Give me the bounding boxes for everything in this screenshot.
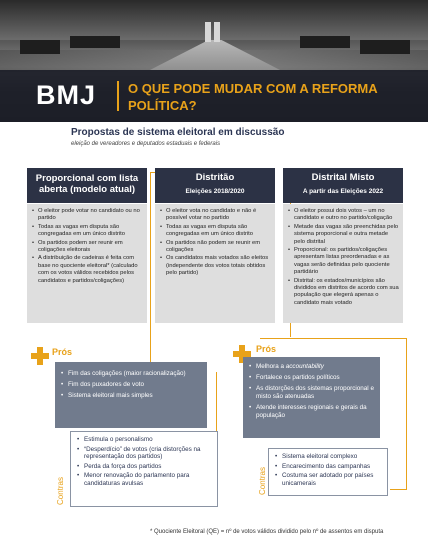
pros-label: Prós (52, 347, 73, 357)
accountability-term: accountability (285, 363, 324, 370)
plus-icon (31, 347, 49, 365)
pros-label: Prós (256, 344, 277, 354)
column-body-distritao (155, 204, 275, 323)
list-item: • A distribuição de cadeiras é feita com base no quociente eleitoral* (calculado com os votos válidos recebidos pelos candidatos e partidos/coligações) (38, 255, 143, 285)
list-item: • Sistema eleitoral mais simples (68, 392, 201, 400)
list-item: • Todas as vagas em disputa são congregadas em um único distrito (38, 224, 143, 239)
contras-card-misto (268, 448, 388, 496)
list-item: • As distorções dos sistemas proporcional e misto são atenuadas (256, 385, 374, 401)
list-item: • Melhora a accountability (256, 363, 374, 371)
list-item: • “Desperdício” de votos (cria distorções na representação dos partidos) (84, 446, 211, 461)
column-title: Proporcional com lista aberta (modelo atual) (35, 173, 139, 195)
list-item: • Metade das vagas são preenchidas pelo sistema proporcional e outra metade pelo distrital (294, 224, 399, 246)
column-subtitle: A partir das Eleições 2022 (302, 188, 384, 195)
contras-card-distritao (70, 431, 218, 507)
footnote: * Quociente Eleitoral (QE) = nº de votos válidos dividido pelo nº de assentos em disputa (150, 529, 384, 535)
section-subtitle: eleição de vereadores e deputados estaduais e federais (71, 141, 221, 147)
list-item: • Os partidos podem ser reunir em coligações eleitorais (38, 240, 143, 255)
list-item: • O eleitor possui dois votos – um no candidato e outro no partido/coligação (294, 208, 399, 223)
column-subtitle: Eleições 2018/2020 (185, 188, 245, 195)
list-item: • Encarecimento das campanhas (282, 463, 381, 471)
list-item: • Fortalece os partidos políticos (256, 374, 374, 382)
connector-line (260, 338, 390, 339)
pros-card-misto (243, 357, 380, 438)
list-item: • Fim dos puxadores de voto (68, 381, 201, 389)
contras-label: Contras (56, 476, 65, 505)
list-item: • O eleitor vota no candidato e não é possível votar no partido (166, 208, 271, 223)
logo-divider (117, 81, 119, 111)
list-item: • Todas as vagas em disputa são congregadas em um único distrito (166, 224, 271, 239)
list-item: • Sistema eleitoral complexo (282, 453, 381, 461)
list-item: • O eleitor pode votar no candidato ou no partido (38, 208, 143, 223)
list-item: • Perda da força dos partidos (84, 463, 211, 471)
list-item: • Distrital: os estados/municípios são divididos em distritos de acordo com sua população que elegerá apenas o candidato mais votado (294, 278, 399, 308)
contras-label: Contras (258, 466, 267, 495)
column-header-distritao (155, 168, 275, 203)
column-header-misto (283, 168, 403, 203)
list-item: • Estimula o personalismo (84, 436, 211, 444)
list-item: • Costuma ser adotado por países unicamerais (282, 472, 381, 487)
pros-card-distritao (55, 362, 207, 428)
column-title: Distrital Misto (311, 172, 375, 183)
column-body-misto (283, 204, 403, 323)
section-title: Propostas de sistema eleitoral em discussão (71, 127, 285, 138)
connector-line (150, 172, 151, 372)
bmj-logo: BMJ (36, 80, 97, 110)
list-item: • Fim das coligações (maior racionalização) (68, 370, 201, 378)
list-item: • Proporcional: os partidos/coligações apresentam listas preordenadas e as vagas serão definidas pelo quociente partidário (294, 247, 399, 277)
connector-line (390, 338, 407, 490)
list-item: • Atende interesses regionais e gerais da população (256, 404, 374, 420)
column-body-proporcional (27, 204, 147, 323)
list-item: • Os partidos não podem se reunir em coligações (166, 240, 271, 255)
list-item: • Os candidatos mais votados são eleitos (independente dos votos totais obtidos pelo partido) (166, 255, 271, 277)
list-item: • Menor renovação do parlamento para candidaturas avulsas (84, 472, 211, 487)
column-header-proporcional (27, 168, 147, 203)
column-title: Distritão (195, 172, 235, 183)
page-title: O QUE PODE MUDAR COM A REFORMA POLÍTICA? (128, 81, 378, 113)
